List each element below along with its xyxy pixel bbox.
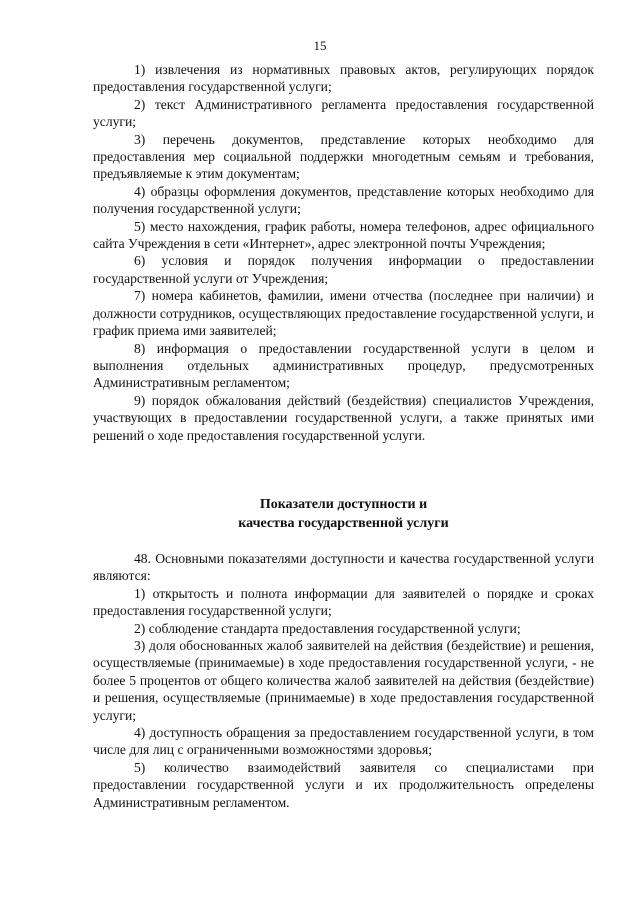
information-list	[93, 61, 594, 444]
section-paragraph: 5) количество взаимодействий заявителя со специалистами при предоставлении государственной услуги и их продолжительность определены Административным регламентом.	[93, 759, 594, 810]
list-item: 6) условия и порядок получения информации о предоставлении государственной услуги от Учреждения;	[93, 253, 594, 286]
section-heading-line: Показатели доступности и	[259, 497, 428, 512]
list-item: 8) информация о предоставлении государственной услуги в целом и выполнения отдельных административных процедур, предусмотренных Административным регламентом;	[93, 340, 594, 391]
section-paragraph: 3) доля обоснованных жалоб заявителей на действия (бездействие) и решения, осуществляемые (принимаемые) в ходе предоставления государственной услуги, - не более 5 процентов от общего количества жалоб заявителей на действия (бездействие) и решения, осуществляемые (принимаемые) в ходе предоставления государственной услуги;	[93, 638, 594, 723]
section-paragraph: 2) соблюдение стандарта предоставления государственной услуги;	[134, 620, 521, 636]
page-number: 15	[313, 38, 327, 53]
list-item: 5) место нахождения, график работы, номера телефонов, адрес официального сайта Учреждения в сети «Интернет», адрес электронной почты Учреждения;	[93, 218, 594, 252]
list-item: 7) номера кабинетов, фамилии, имени отчества (последнее при наличии) и должности сотрудников, осуществляющих предоставление государственной услуги, и график приема ими заявителей;	[93, 288, 594, 339]
section-paragraph: 48. Основными показателями доступности и качества государственной услуги являются:	[93, 551, 594, 584]
section-heading	[93, 495, 594, 533]
section-heading-line: качества государственной услуги	[238, 516, 449, 531]
list-item: 3) перечень документов, представление которых необходимо для предоставления мер социальной поддержки многодетным семьям и требования, предъявляемые к этим документам;	[93, 131, 594, 182]
list-item: 4) образцы оформления документов, представление которых необходимо для получения государственной услуги;	[93, 183, 594, 217]
quality-indicators-section	[93, 550, 594, 811]
list-item: 9) порядок обжалования действий (бездействия) специалистов Учреждения, участвующих в предоставлении государственной услуги, а также принятых ими решений о ходе предоставления государственной услуги.	[93, 392, 594, 443]
section-paragraph: 4) доступность обращения за предоставлением государственной услуги, в том числе для лиц с ограниченными возможностями здоровья;	[93, 725, 594, 758]
section-paragraph: 1) открытость и полнота информации для заявителей о порядке и сроках предоставления государственной услуги;	[93, 585, 594, 619]
list-item: 1) извлечения из нормативных правовых актов, регулирующих порядок предоставления государственной услуги;	[93, 62, 594, 95]
list-item: 2) текст Административного регламента предоставления государственной услуги;	[93, 96, 594, 130]
